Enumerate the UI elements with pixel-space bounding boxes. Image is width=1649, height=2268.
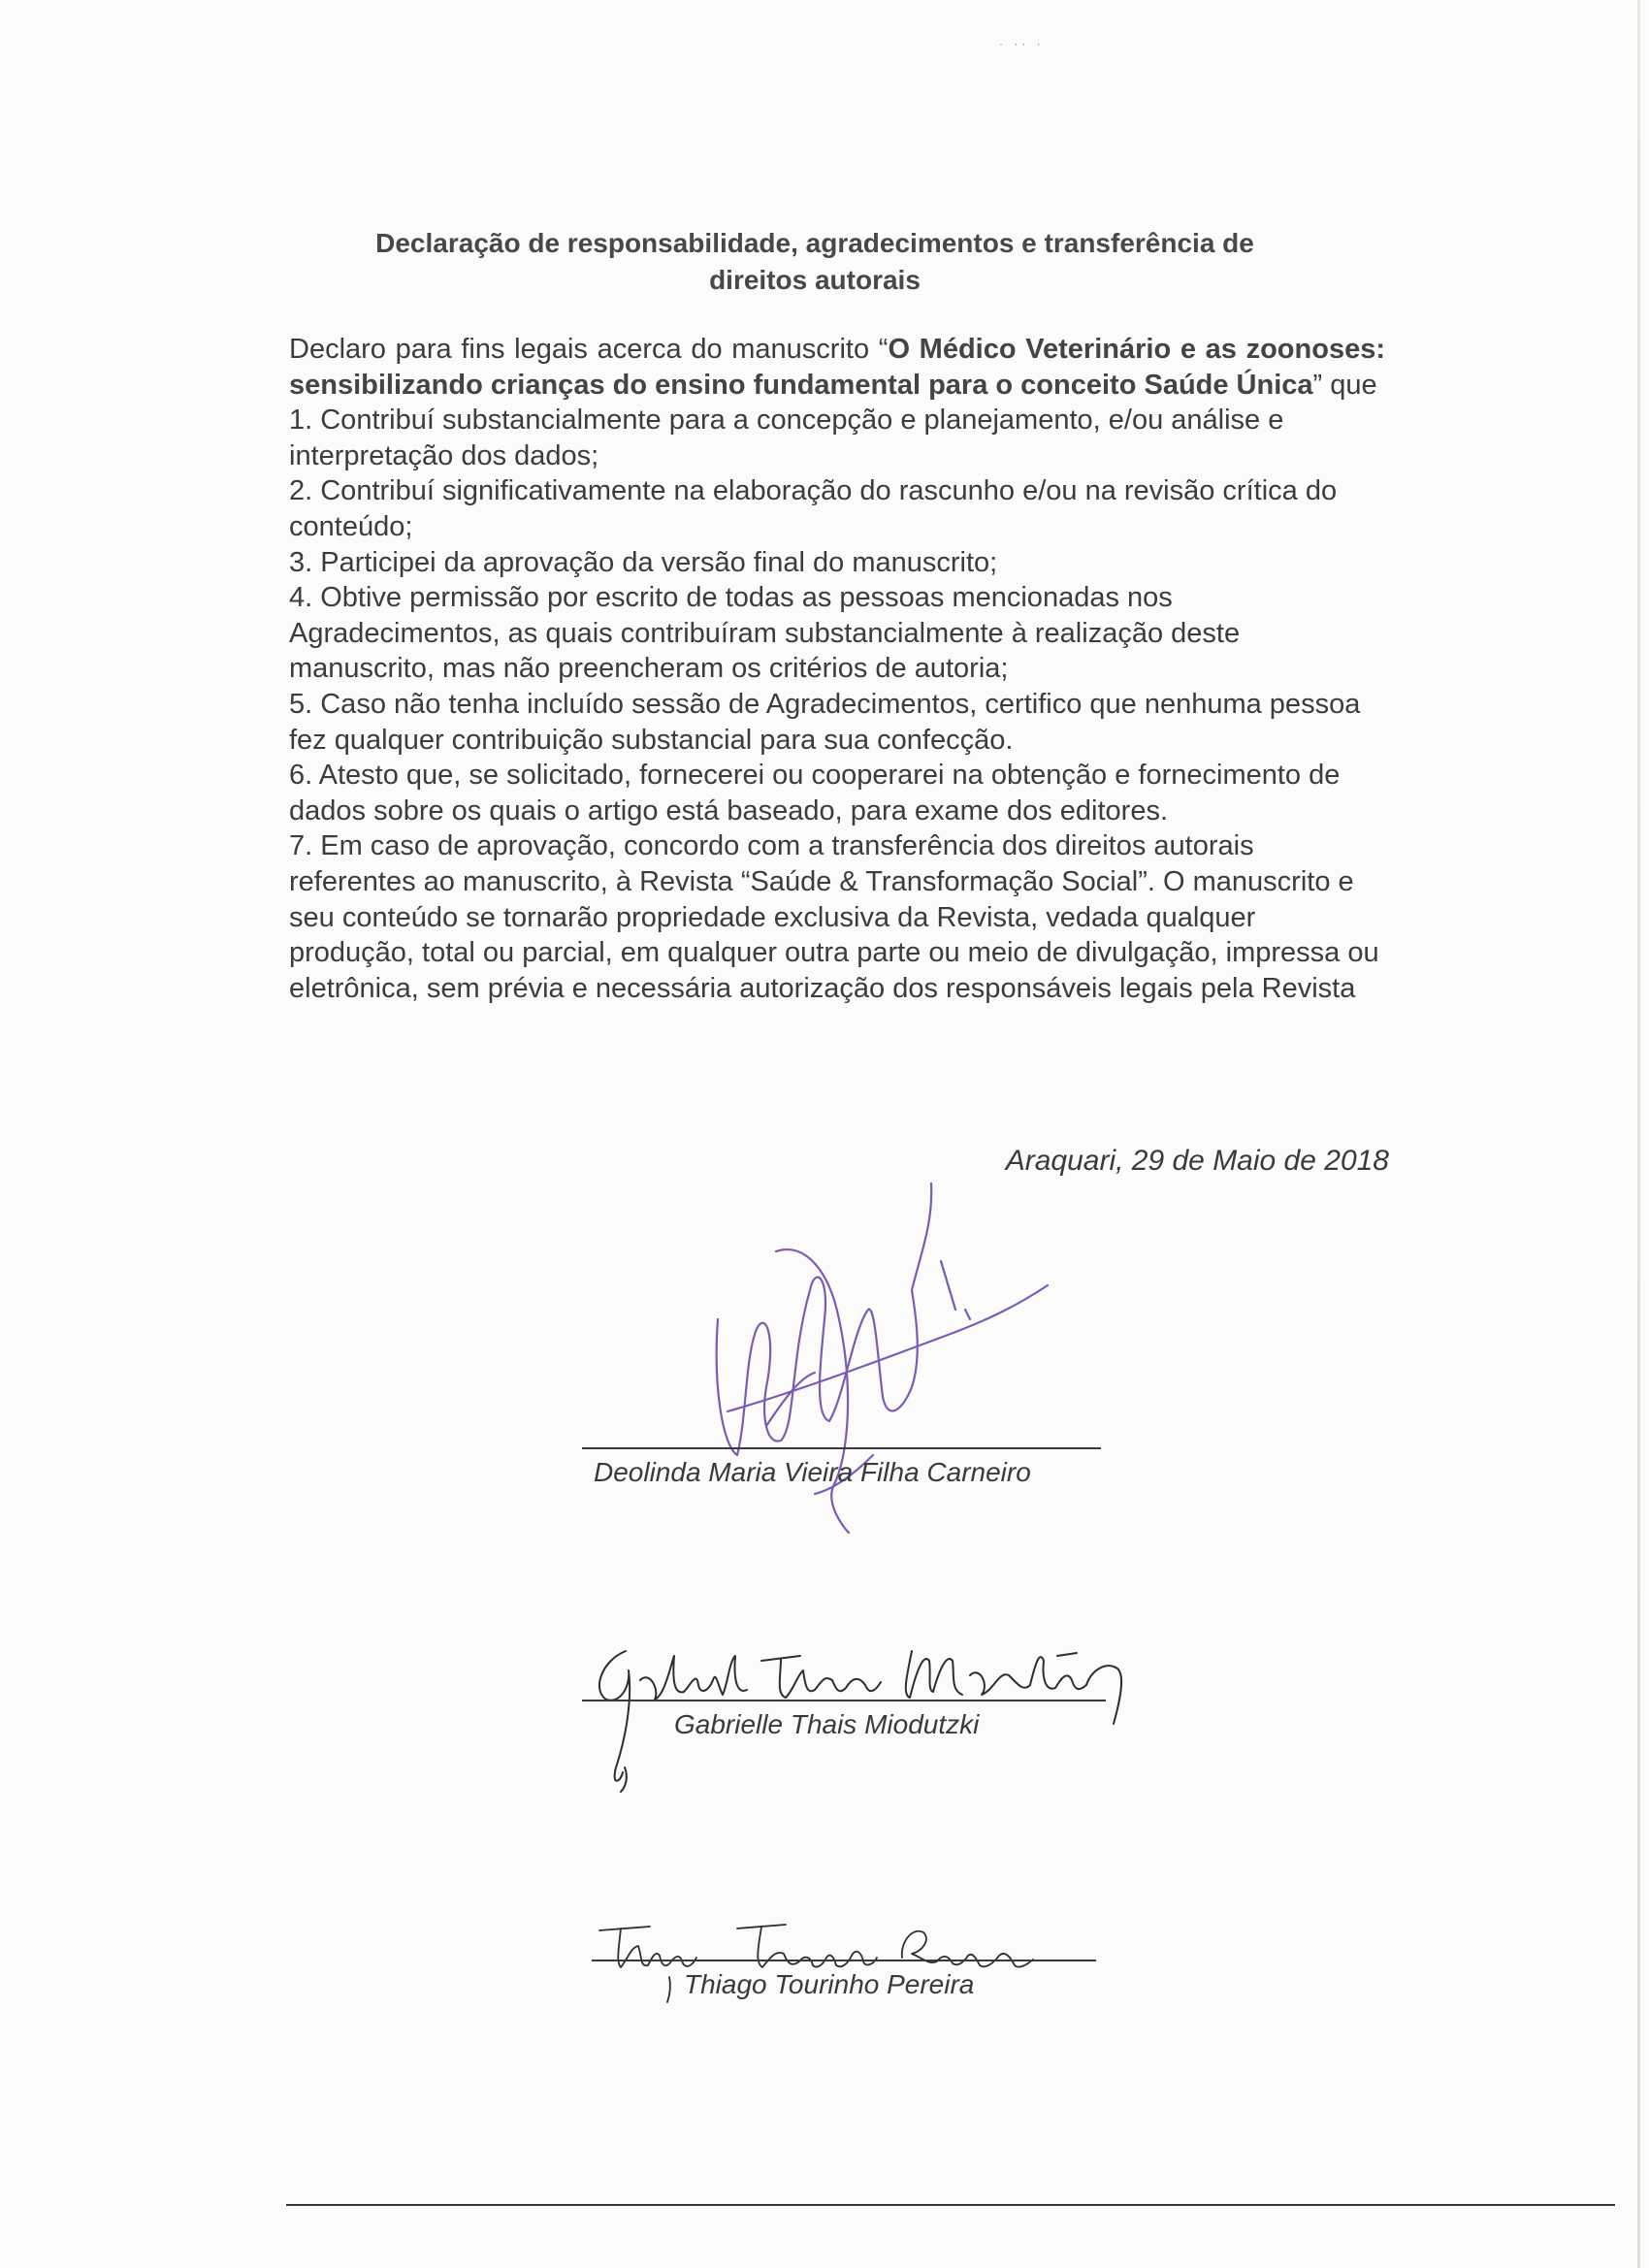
manuscript-title: O Médico Veterinário e as zoonoses: sensibilizando crianças do ensino fundamental para o conceito Saúde Única bbox=[289, 334, 1385, 401]
scan-edge bbox=[1637, 0, 1640, 2268]
place-and-date: Araquari, 29 de Maio de 2018 bbox=[1005, 1145, 1389, 1177]
declaration-item-7: 7. Em caso de aprovação, concordo com a transferência dos direitos autorais referentes ao manuscrito, à Revista “Saúde & Transformação Social”. O manuscrito e seu conteúdo se tornarão propriedade exclusiva da Revista, vedada qualquer produção, total ou parcial, em qualquer outra parte ou meio de divulgação, impressa ou eletrônica, sem prévia e necessária autorização dos responsáveis legais pela Revista bbox=[289, 830, 1379, 1004]
declaration-body bbox=[289, 332, 1385, 1006]
signature-3-line bbox=[592, 1960, 1096, 1961]
title-line-1: Declaração de responsabilidade, agradecimentos e transferência de bbox=[375, 228, 1254, 258]
declaration-item-5: 5. Caso não tenha incluído sessão de Agradecimentos, certifico que nenhuma pessoa fez qualquer contribuição substancial para sua confecção. bbox=[289, 688, 1361, 756]
bottom-rule bbox=[286, 2204, 1615, 2206]
scan-artifact: · ·· · bbox=[999, 37, 1045, 50]
signatory-2-name: Gabrielle Thais Miodutzki bbox=[674, 1709, 980, 1739]
declaration-item-1: 1. Contribuí substancialmente para a concepção e planejamento, e/ou análise e interpretação dos dados; bbox=[289, 405, 1284, 471]
signature-1-line bbox=[582, 1447, 1101, 1449]
declaration-intro bbox=[289, 332, 1385, 403]
title-line-2: direitos autorais bbox=[709, 265, 921, 295]
declaration-item-6: 6. Atesto que, se solicitado, fornecerei ou cooperarei na obtenção e fornecimento de dados sobre os quais o artigo está baseado, para exame dos editores. bbox=[289, 760, 1341, 826]
signature-2-line bbox=[582, 1700, 1106, 1701]
declaration-item-2: 2. Contribuí significativamente na elaboração do rascunho e/ou na revisão crítica do conteúdo; bbox=[289, 475, 1338, 542]
declaration-item-4: 4. Obtive permissão por escrito de todas as pessoas mencionadas nos Agradecimentos, as quais contribuíram substancialmente à realização deste manuscrito, mas não preencheram os critérios de autoria; bbox=[289, 582, 1241, 685]
intro-suffix: ” que bbox=[1312, 369, 1377, 401]
document-title bbox=[291, 225, 1339, 299]
declaration-item-3: 3. Participei da aprovação da versão final do manuscrito; bbox=[289, 546, 998, 578]
signatory-1-name: Deolinda Maria Vieira Filha Carneiro bbox=[594, 1457, 1031, 1487]
signatory-3-name: Thiago Tourinho Pereira bbox=[684, 1969, 975, 1999]
intro-prefix: Declaro para fins legais acerca do manuscrito “ bbox=[289, 334, 889, 365]
